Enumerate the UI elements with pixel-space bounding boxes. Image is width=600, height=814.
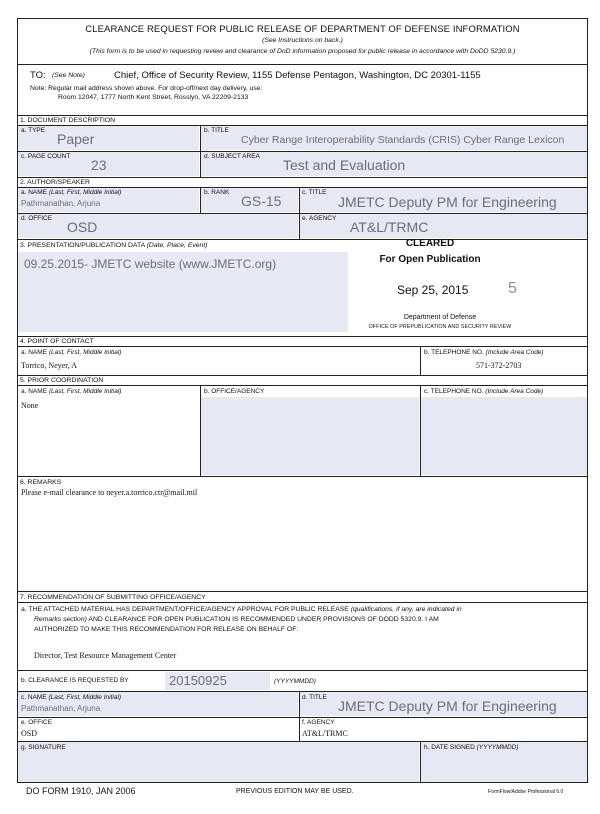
coord-name-value: None (21, 401, 39, 410)
title-label: b. TITLE (204, 127, 229, 134)
subject-area-label: d. SUBJECT AREA (204, 153, 260, 160)
stamp-open-publication: For Open Publication (379, 254, 481, 265)
divider (200, 385, 201, 476)
stamp-office: OFFICE OF PREPUBLICATION AND SECURITY REVIEW (368, 324, 512, 330)
stamp-cleared: CLEARED (405, 238, 455, 249)
author-agency-field-bg[interactable] (300, 214, 587, 238)
divider (200, 187, 201, 213)
divider (420, 741, 421, 783)
divider (299, 691, 300, 741)
to-label: TO: (30, 70, 46, 81)
poc-phone-value: 571-372-2703 (476, 361, 522, 370)
poc-name-value: Torrico, Neyer, A (21, 361, 77, 370)
form-id: DO FORM 1910, JAN 2006 (26, 786, 136, 796)
coord-office-field-bg[interactable] (201, 397, 419, 475)
title-value: Cyber Range Interoperability Standards (CRIS) Cyber Range Lexicon (241, 134, 565, 146)
signature-label: g. SIGNATURE (21, 744, 66, 751)
clearance-date-format: (YYYYMMDD) (274, 678, 316, 685)
divider (17, 64, 588, 65)
page-count-label: c. PAGE COUNT (21, 153, 71, 160)
form-purpose: (This form is to be used in requesting review and clearance of DoD information proposed for public release in accordance with DoDD 5230.9.) (89, 48, 516, 55)
section2-heading: 2. AUTHOR/SPEAKER (20, 179, 90, 186)
section6-heading: 6. REMARKS (20, 479, 62, 486)
to-address: Chief, Office of Security Review, 1155 Defense Pentagon, Washington, DC 20301-1155 (114, 70, 481, 81)
section5-heading: 5. PRIOR COORDINATION (20, 377, 104, 384)
rec-office-value: OSD (21, 729, 38, 738)
author-name-label: a. NAME (Last, First, Middle Initial) (21, 189, 122, 196)
remarks-value: Please e-mail clearance to neyer.a.torrico.ctr@mail.mil (21, 488, 198, 497)
rank-value: GS-15 (241, 193, 282, 209)
author-office-field-bg[interactable] (18, 214, 298, 238)
section3-heading: 3. PRESENTATION/PUBLICATION DATA (Date, Place, Event) (20, 242, 208, 249)
rec-name-label: c. NAME (Last, First, Middle Initial) (21, 694, 122, 701)
divider (420, 385, 421, 476)
rec-agency-value: AT&L/TRMC (302, 729, 348, 738)
section4-heading: 4. POINT OF CONTACT (20, 338, 94, 345)
stamp-number: 5 (508, 280, 517, 297)
author-title-label: c. TITLE (302, 189, 327, 196)
author-office-label: d. OFFICE (21, 215, 53, 222)
rec-agency-label: f. AGENCY (302, 719, 335, 726)
recommendation-line1: a. THE ATTACHED MATERIAL HAS DEPARTMENT/OFFICE/AGENCY APPROVAL FOR PUBLIC RELEASE (qualifications, if any, are indicated in (21, 606, 462, 613)
divider (17, 476, 588, 477)
coord-phone-field-bg[interactable] (421, 397, 587, 475)
type-value: Paper (57, 131, 95, 147)
type-field-bg[interactable] (18, 126, 199, 150)
software-note: FormFlow/Adobe Professional 6.0 (488, 789, 564, 795)
divider (17, 602, 588, 603)
rank-label: b. RANK (204, 189, 230, 196)
to-note-line2: Room 12047, 1777 North Kent Street, Rosslyn, VA 22209-2133 (58, 94, 249, 101)
divider (17, 177, 588, 178)
presentation-value: 09.25.2015- JMETC website (www.JMETC.org) (24, 257, 277, 271)
divider (17, 670, 588, 671)
stamp-date: Sep 25, 2015 (397, 283, 469, 297)
date-signed-label: h. DATE SIGNED (YYYYMMDD) (424, 744, 519, 751)
rec-title-label: d. TITLE (302, 694, 327, 701)
to-see-note: (See Note) (52, 72, 85, 79)
form-title: CLEARANCE REQUEST FOR PUBLIC RELEASE OF DEPARTMENT OF DEFENSE INFORMATION (85, 24, 520, 35)
clearance-requested-label: b. CLEARANCE IS REQUESTED BY (21, 677, 129, 684)
rec-office-label: e. OFFICE (21, 719, 53, 726)
clearance-date-value: 20150925 (169, 673, 227, 688)
poc-name-label: a. NAME (Last, First, Middle Initial) (21, 349, 122, 356)
form-subtitle: (See Instructions on back.) (262, 37, 343, 44)
section7-heading: 7. RECOMMENDATION OF SUBMITTING OFFICE/AGENCY (20, 594, 206, 601)
to-note-line1: Note: Regular mail address shown above. For drop-off/next day delivery, use: (30, 85, 263, 92)
signature-field-bg[interactable] (18, 742, 419, 782)
recommendation-line2: Remarks section) AND CLEARANCE FOR OPEN PUBLICATION IS RECOMMENDED UNDER PROVISIONS OF DODD 5320.9. I AM (34, 616, 439, 623)
coord-name-label: a. NAME (Last, First, Middle Initial) (21, 388, 122, 395)
poc-phone-label: b. TELEPHONE NO. (Include Area Code) (424, 349, 544, 356)
recommendation-behalf-value: Director, Test Resource Management Center (34, 651, 177, 660)
author-office-value: OSD (67, 219, 98, 235)
stamp-department: Department of Defense (403, 314, 477, 321)
type-label: a. TYPE (21, 127, 46, 134)
divider (420, 346, 421, 375)
author-agency-label: e. AGENCY (302, 215, 337, 222)
author-title-value: JMETC Deputy PM for Engineering (338, 194, 557, 210)
divider (17, 385, 588, 386)
page-count-value: 23 (91, 157, 107, 173)
rec-title-value: JMETC Deputy PM for Engineering (338, 698, 557, 714)
recommendation-line3: AUTHORIZED TO MAKE THIS RECOMMENDATION FOR RELEASE ON BEHALF OF: (34, 626, 299, 633)
subject-area-value: Test and Evaluation (283, 157, 406, 173)
divider (17, 346, 588, 347)
previous-edition-note: PREVIOUS EDITION MAY BE USED. (236, 788, 354, 795)
rec-name-value: Pathmanathan, Arjuna (21, 704, 101, 713)
coord-office-label: b. OFFICE/AGENCY (204, 388, 265, 395)
author-name-value: Pathmanathan, Arjuna (21, 199, 101, 208)
divider (17, 717, 588, 718)
coord-phone-label: c. TELEPHONE NO. (Include Area Code) (424, 388, 544, 395)
divider (17, 336, 588, 337)
author-agency-value: AT&L/TRMC (350, 219, 429, 235)
section1-heading: 1. DOCUMENT DESCRIPTION (20, 117, 116, 124)
divider (17, 591, 588, 592)
